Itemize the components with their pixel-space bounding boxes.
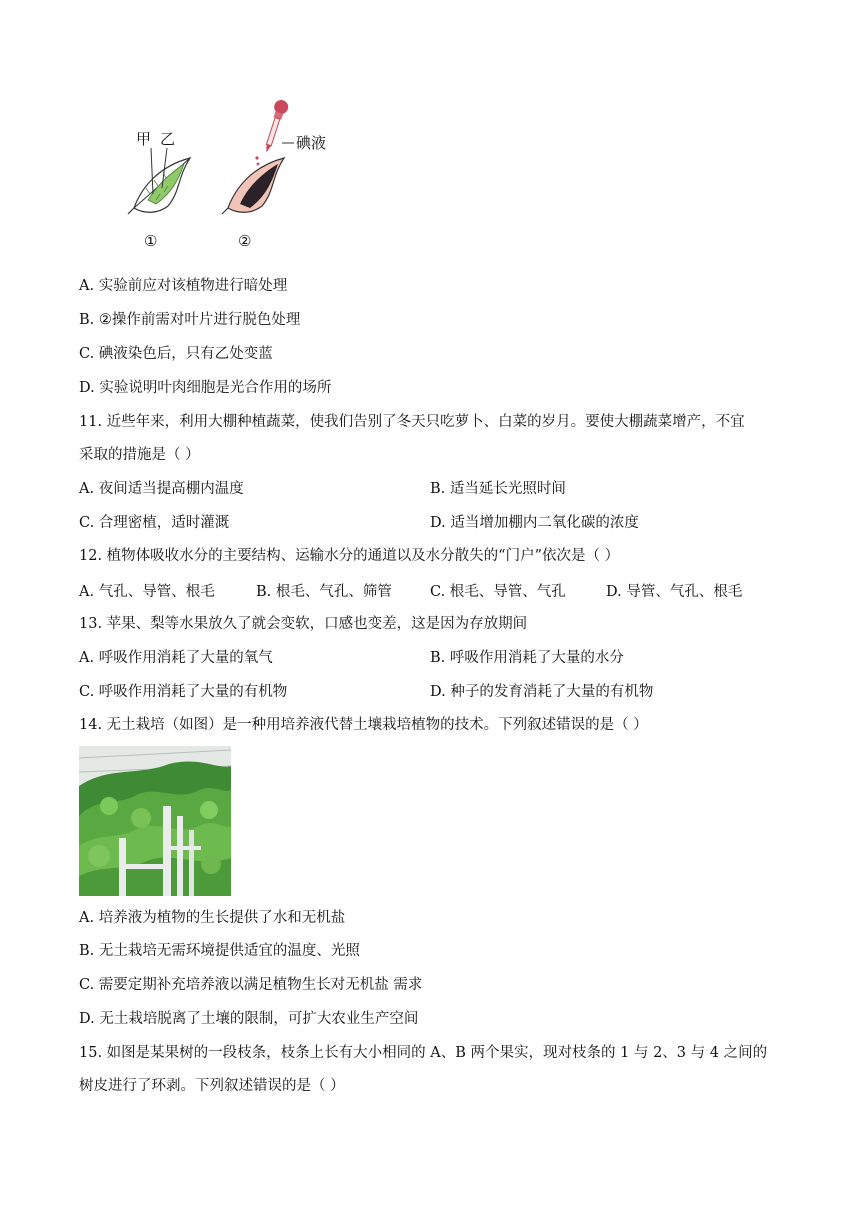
q15-stem-line2: 树皮进行了环剥。下列叙述错误的是（ ） [79, 1078, 345, 1094]
q11-option-d: D. 适当增加棚内二氧化碳的浓度 [430, 515, 639, 531]
q10-option-c: C. 碘液染色后，只有乙处变蓝 [79, 346, 273, 362]
q13-option-b: B. 呼吸作用消耗了大量的水分 [430, 650, 624, 666]
q10-option-a: A. 实验前应对该植物进行暗处理 [79, 278, 288, 294]
q10-option-b: B. ②操作前需对叶片进行脱色处理 [79, 312, 301, 328]
q11-option-b: B. 适当延长光照时间 [430, 481, 566, 497]
label-jia: 甲 [136, 130, 152, 148]
q12-option-c: C. 根毛、导管、气孔 [430, 584, 566, 600]
q11-option-a: A. 夜间适当提高棚内温度 [79, 481, 244, 497]
hydroponics-illustration [79, 746, 231, 896]
q13-option-d: D. 种子的发育消耗了大量的有机物 [430, 684, 654, 700]
q14-option-a: A. 培养液为植物的生长提供了水和无机盐 [79, 910, 346, 926]
leaf-experiment-diagram [120, 96, 350, 256]
hydroponics-photo [79, 746, 231, 896]
q14-stem: 14. 无土栽培（如图）是一种用培养液代替土壤栽培植物的技术。下列叙述错误的是（ ） [79, 717, 648, 733]
q10-option-d: D. 实验说明叶肉细胞是光合作用的场所 [79, 380, 332, 396]
label-iodine: 碘液 [296, 134, 327, 152]
q14-option-c: C. 需要定期补充培养液以满足植物生长对无机盐 需求 [79, 977, 423, 993]
leaf-experiment-figure [120, 96, 350, 256]
q13-stem: 13. 苹果、梨等水果放久了就会变软，口感也变差，这是因为存放期间 [79, 616, 528, 632]
q11-option-c: C. 合理密植，适时灌溉 [79, 515, 230, 531]
label-yi: 乙 [160, 130, 176, 148]
q13-option-c: C. 呼吸作用消耗了大量的有机物 [79, 684, 288, 700]
q11-stem-line2: 采取的措施是（ ） [79, 447, 200, 463]
leaf-2-drawing [222, 158, 284, 214]
caption-1: ① [144, 232, 158, 250]
q13-option-a: A. 呼吸作用消耗了大量的氧气 [79, 650, 273, 666]
q12-stem: 12. 植物体吸收水分的主要结构、运输水分的通道以及水分散失的“门户”依次是（ ） [79, 548, 620, 564]
dropper-icon [260, 98, 290, 155]
q15-stem-line1: 15. 如图是某果树的一段枝条，枝条上长有大小相同的 A、B 两个果实，现对枝条的 1 与 2、3 与 4 之间的 [79, 1045, 768, 1061]
q14-option-b: B. 无土栽培无需环境提供适宜的温度、光照 [79, 943, 360, 959]
q12-option-b: B. 根毛、气孔、筛管 [256, 584, 392, 600]
q11-stem-line1: 11. 近些年来，利用大棚种植蔬菜，使我们告别了冬天只吃萝卜、白菜的岁月。要使大棚蔬菜增产，不宜 [79, 414, 745, 430]
caption-2: ② [238, 232, 252, 250]
leaf-1-drawing [128, 158, 190, 214]
q14-option-d: D. 无土栽培脱离了土壤的限制，可扩大农业生产空间 [79, 1011, 419, 1027]
q12-option-a: A. 气孔、导管、根毛 [79, 584, 215, 600]
q12-option-d: D. 导管、气孔、根毛 [606, 584, 743, 600]
